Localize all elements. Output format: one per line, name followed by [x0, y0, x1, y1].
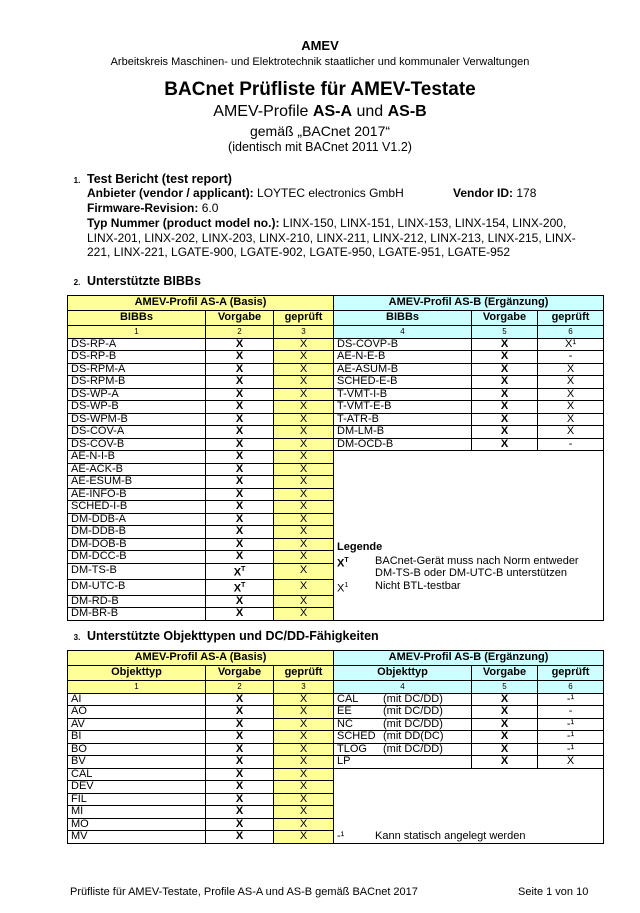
object-name-b-note: (mit DC/DD)	[383, 705, 443, 717]
bibbs-table-row	[68, 401, 604, 414]
bibb-vorgabe-b: X	[472, 438, 538, 451]
objects-table-row	[68, 756, 604, 769]
bibb-vorgabe-b: X	[472, 363, 538, 376]
objects-table-row	[68, 731, 604, 744]
firmware-value: 6.0	[201, 201, 219, 215]
object-name-a: DEV	[68, 781, 206, 794]
object-name-b-note: (mit DD(DC)	[383, 730, 444, 742]
bibbs-table-row	[68, 351, 604, 364]
legend-xt-line1: BACnet-Gerät muss nach Norm entweder	[375, 554, 579, 567]
bibb-vorgabe-a	[206, 595, 274, 608]
section1-title: Test Bericht (test report)	[87, 172, 232, 186]
profiles-prefix: AMEV-Profile	[213, 103, 313, 120]
object-vorgabe-b: X	[472, 693, 538, 706]
type-line-1	[87, 216, 597, 231]
bibb-vorgabe-a-value: X	[235, 400, 244, 412]
bibb-vorgabe-a-value: X	[235, 375, 244, 387]
legend-x1-text: Nicht BTL-testbar	[375, 579, 461, 592]
section3-heading	[67, 629, 379, 643]
profiles-and: und	[352, 103, 388, 120]
bibb-geprueft-a: X	[274, 338, 334, 351]
objects-legend	[334, 768, 604, 843]
bibb-vorgabe-a-value: X	[235, 513, 244, 525]
objects-profile-a-header: AMEV-Profil AS-A (Basis)	[68, 651, 334, 666]
object-vorgabe-b: X	[472, 706, 538, 719]
object-name-b-type: SCHED	[337, 730, 376, 742]
bibbs-profile-a-header: AMEV-Profil AS-A (Basis)	[68, 296, 334, 311]
bibbs-col-b-name: BIBBs	[334, 311, 472, 326]
bibb-vorgabe-a	[206, 476, 274, 489]
object-geprueft-a: X	[274, 831, 334, 844]
bibb-vorgabe-a	[206, 426, 274, 439]
bibbs-colnum: 4	[334, 326, 472, 339]
bibb-geprueft-a: X	[274, 563, 334, 579]
bibb-vorgabe-a-value: X	[235, 363, 244, 375]
type-line-2: LINX-201, LINX-202, LINX-203, LINX-210, LINX-211, LINX-212, LINX-213, LINX-215, LINX-	[87, 231, 576, 245]
bibb-geprueft-b: -	[538, 438, 604, 451]
bibb-name-a: DS-COV-B	[68, 438, 206, 451]
bibb-geprueft-a: X	[274, 426, 334, 439]
object-vorgabe-b: X	[472, 731, 538, 744]
object-geprueft-a: X	[274, 693, 334, 706]
object-vorgabe-a: X	[206, 781, 274, 794]
bibb-vorgabe-a-value: X	[235, 450, 244, 462]
bibbs-col-b-geprueft: geprüft	[538, 311, 604, 326]
bibb-vorgabe-a	[206, 526, 274, 539]
bibb-vorgabe-a-value: X	[235, 413, 244, 425]
bibb-geprueft-a: X	[274, 413, 334, 426]
bibb-name-a: AE-ACK-B	[68, 463, 206, 476]
bibbs-colnum: 1	[68, 326, 206, 339]
bibb-name-a: DS-RP-B	[68, 351, 206, 364]
object-geprueft-a: X	[274, 781, 334, 794]
object-geprueft-b: -	[538, 706, 604, 719]
object-name-a: BV	[68, 756, 206, 769]
vendor-id-line	[453, 186, 536, 201]
object-vorgabe-a: X	[206, 693, 274, 706]
bibb-geprueft-a: X	[274, 608, 334, 621]
bibb-vorgabe-a	[206, 579, 274, 595]
object-vorgabe-a: X	[206, 768, 274, 781]
object-name-b-note: (mit DC/DD)	[383, 743, 443, 755]
vendor-value: LOYTEC electronics GmbH	[257, 186, 404, 200]
objects-table-row	[68, 743, 604, 756]
bibb-vorgabe-a-value: X	[235, 488, 244, 500]
type-value-1: LINX-150, LINX-151, LINX-153, LINX-154, LINX-200,	[282, 216, 567, 230]
bibbs-table-row	[68, 451, 604, 464]
bibb-name-a: DM-RD-B	[68, 595, 206, 608]
bibb-name-b: DM-LM-B	[334, 426, 472, 439]
object-vorgabe-a: X	[206, 831, 274, 844]
bibb-vorgabe-a	[206, 388, 274, 401]
bibb-name-a: DS-COV-A	[68, 426, 206, 439]
objects-table-row	[68, 693, 604, 706]
bibb-name-a: DM-BR-B	[68, 608, 206, 621]
vendor-id-label: Vendor ID:	[453, 186, 514, 200]
bibb-vorgabe-a-value: X	[235, 475, 244, 487]
bibb-vorgabe-a	[206, 401, 274, 414]
bibb-geprueft-b: X	[538, 363, 604, 376]
object-vorgabe-b: X	[472, 718, 538, 731]
object-name-b-type: LP	[337, 755, 351, 767]
object-geprueft-a: X	[274, 768, 334, 781]
bibb-name-a: DS-RP-A	[68, 338, 206, 351]
bibbs-col-a-name: BIBBs	[68, 311, 206, 326]
section1-heading	[67, 172, 232, 186]
bibb-name-a: DS-WP-A	[68, 388, 206, 401]
object-name-a: CAL	[68, 768, 206, 781]
object-name-b-type: NC	[337, 718, 353, 730]
bibbs-table-row	[68, 426, 604, 439]
object-name-a: MV	[68, 831, 206, 844]
object-vorgabe-a: X	[206, 793, 274, 806]
profiles-line	[0, 103, 640, 121]
bibbs-table	[67, 295, 604, 621]
object-geprueft-b: X	[538, 756, 604, 769]
profile-a-label: AS-A	[312, 103, 352, 120]
bibb-vorgabe-a	[206, 438, 274, 451]
bibb-vorgabe-b: X	[472, 376, 538, 389]
bibb-vorgabe-a	[206, 608, 274, 621]
bibb-vorgabe-a	[206, 563, 274, 579]
bibb-vorgabe-a-value: X	[235, 350, 244, 362]
bibb-name-a: DM-DDB-A	[68, 513, 206, 526]
document-title: BACnet Prüfliste für AMEV-Testate	[164, 79, 476, 100]
bibb-name-b: DM-OCD-B	[334, 438, 472, 451]
objects-colnum: 3	[274, 681, 334, 694]
object-name-b-note: (mit DC/DD)	[383, 693, 443, 705]
objects-colnum: 6	[538, 681, 604, 694]
bibb-geprueft-a: X	[274, 476, 334, 489]
bibbs-table-row	[68, 438, 604, 451]
object-vorgabe-a: X	[206, 756, 274, 769]
bibb-vorgabe-a	[206, 363, 274, 376]
bibb-name-a: AE-INFO-B	[68, 488, 206, 501]
bibb-geprueft-a: X	[274, 351, 334, 364]
object-name-b	[334, 718, 472, 731]
object-name-b	[334, 731, 472, 744]
bibbs-colnum: 6	[538, 326, 604, 339]
footer-left: Prüfliste für AMEV-Testate, Profile AS-A und AS-B gemäß BACnet 2017	[70, 886, 418, 898]
object-name-b-type: CAL	[337, 693, 359, 705]
bibb-vorgabe-b: X	[472, 338, 538, 351]
bibb-vorgabe-b: X	[472, 413, 538, 426]
bibb-vorgabe-a	[206, 463, 274, 476]
object-geprueft-b: -¹	[538, 743, 604, 756]
legend-xt-x: X	[337, 557, 345, 570]
bibbs-legend	[334, 451, 604, 621]
bibb-name-a: DM-DCC-B	[68, 551, 206, 564]
firmware-line	[87, 201, 218, 216]
bibb-name-a: DM-TS-B	[68, 563, 206, 579]
object-name-a: BO	[68, 743, 206, 756]
bibb-name-a: DM-DOB-B	[68, 538, 206, 551]
objects-profile-b-header: AMEV-Profil AS-B (Ergänzung)	[334, 651, 604, 666]
bibb-geprueft-a: X	[274, 401, 334, 414]
object-name-b-type: EE	[337, 705, 352, 717]
object-name-b	[334, 693, 472, 706]
bibbs-table-row	[68, 363, 604, 376]
bibb-vorgabe-a	[206, 338, 274, 351]
bibb-name-a: SCHED-I-B	[68, 501, 206, 514]
object-name-a: FIL	[68, 793, 206, 806]
bibb-vorgabe-a-value: X	[235, 538, 244, 550]
bibb-geprueft-a: X	[274, 526, 334, 539]
object-geprueft-a: X	[274, 818, 334, 831]
bibb-vorgabe-a-value: X	[233, 566, 242, 579]
org-fullname: Arbeitskreis Maschinen- und Elektrotechnik staatlicher und kommunaler Verwaltungen	[110, 56, 530, 68]
section3-number: 3.	[73, 633, 81, 642]
bibb-name-a: AE-N-I-B	[68, 451, 206, 464]
bibb-geprueft-b: X	[538, 426, 604, 439]
objects-colnum: 1	[68, 681, 206, 694]
bibbs-colnum: 2	[206, 326, 274, 339]
object-name-b	[334, 756, 472, 769]
objects-col-b-vorgabe: Vorgabe	[472, 666, 538, 681]
object-name-a: BI	[68, 731, 206, 744]
bibb-geprueft-a: X	[274, 451, 334, 464]
bibb-name-a: DS-RPM-A	[68, 363, 206, 376]
legend-x1-x: X	[337, 582, 345, 595]
objects-col-a-name: Objekttyp	[68, 666, 206, 681]
section2-title: Unterstützte BIBBs	[87, 274, 201, 288]
legend-xt-sup: T	[344, 556, 349, 564]
bibb-vorgabe-a	[206, 451, 274, 464]
objects-col-b-name: Objekttyp	[334, 666, 472, 681]
bibb-name-b: SCHED-E-B	[334, 376, 472, 389]
bibbs-col-a-geprueft: geprüft	[274, 311, 334, 326]
object-geprueft-b: -¹	[538, 718, 604, 731]
bibbs-table-row	[68, 338, 604, 351]
bibb-vorgabe-a	[206, 501, 274, 514]
legend-title: Legende	[337, 540, 383, 553]
objects-table	[67, 650, 604, 844]
bibb-vorgabe-a	[206, 413, 274, 426]
bibb-vorgabe-a	[206, 551, 274, 564]
type-label: Typ Nummer (product model no.):	[87, 216, 280, 230]
objects-colnum: 5	[472, 681, 538, 694]
object-vorgabe-a: X	[206, 818, 274, 831]
object-geprueft-a: X	[274, 756, 334, 769]
object-vorgabe-b: X	[472, 756, 538, 769]
bibb-name-b: T-VMT-E-B	[334, 401, 472, 414]
object-geprueft-b: -¹	[538, 693, 604, 706]
bibb-vorgabe-a-sup: T	[241, 581, 246, 589]
bibb-geprueft-a: X	[274, 463, 334, 476]
bibb-vorgabe-a	[206, 538, 274, 551]
objects-legend-symbol: -¹	[337, 830, 345, 842]
bibb-name-b: T-VMT-I-B	[334, 388, 472, 401]
objects-colnum: 2	[206, 681, 274, 694]
bibb-vorgabe-a	[206, 513, 274, 526]
identical-line: (identisch mit BACnet 2011 V1.2)	[228, 140, 412, 154]
bibb-geprueft-b: X	[538, 401, 604, 414]
bibb-geprueft-a: X	[274, 388, 334, 401]
bibb-geprueft-b: X	[538, 376, 604, 389]
object-name-b	[334, 706, 472, 719]
object-name-a: MI	[68, 806, 206, 819]
bibb-vorgabe-a-value: X	[235, 607, 244, 620]
bibbs-table-row	[68, 388, 604, 401]
object-geprueft-a: X	[274, 706, 334, 719]
legend-xt-symbol	[337, 555, 375, 580]
objects-table-row	[68, 706, 604, 719]
bibb-vorgabe-a-value: X	[235, 338, 244, 350]
bibb-name-a: DS-WP-B	[68, 401, 206, 414]
object-vorgabe-a: X	[206, 731, 274, 744]
objects-table-row	[68, 768, 604, 781]
object-vorgabe-b: X	[472, 743, 538, 756]
bibb-vorgabe-a-value: X	[233, 582, 242, 595]
vendor-label: Anbieter (vendor / applicant):	[87, 186, 254, 200]
object-vorgabe-a: X	[206, 743, 274, 756]
object-geprueft-a: X	[274, 793, 334, 806]
objects-table-row	[68, 718, 604, 731]
bibb-vorgabe-a-value: X	[235, 425, 244, 437]
bibb-name-b: AE-N-E-B	[334, 351, 472, 364]
section2-heading	[67, 274, 201, 288]
object-geprueft-a: X	[274, 806, 334, 819]
bibb-geprueft-a: X	[274, 538, 334, 551]
object-geprueft-b: -¹	[538, 731, 604, 744]
object-geprueft-a: X	[274, 718, 334, 731]
objects-col-b-geprueft: geprüft	[538, 666, 604, 681]
bibb-geprueft-b: -	[538, 351, 604, 364]
bibb-vorgabe-b: X	[472, 426, 538, 439]
bibb-geprueft-a: X	[274, 376, 334, 389]
bibb-vorgabe-a-value: X	[235, 438, 244, 450]
profile-b-label: AS-B	[387, 103, 427, 120]
legend-xt-line2: DM-TS-B oder DM-UTC-B unterstützen	[375, 567, 567, 579]
bibb-name-b: T-ATR-B	[334, 413, 472, 426]
bibb-geprueft-a: X	[274, 579, 334, 595]
objects-colnum: 4	[334, 681, 472, 694]
bibb-geprueft-a: X	[274, 501, 334, 514]
bibb-vorgabe-a	[206, 351, 274, 364]
footer-page-number: Seite 1 von 10	[518, 886, 589, 898]
firmware-label: Firmware-Revision:	[87, 201, 199, 215]
bibb-vorgabe-b: X	[472, 351, 538, 364]
bibbs-col-a-vorgabe: Vorgabe	[206, 311, 274, 326]
object-vorgabe-a: X	[206, 706, 274, 719]
bibb-geprueft-a: X	[274, 363, 334, 376]
bibbs-col-b-vorgabe: Vorgabe	[472, 311, 538, 326]
bibb-geprueft-a: X	[274, 438, 334, 451]
bibb-vorgabe-a-value: X	[235, 463, 244, 475]
object-name-a: AO	[68, 706, 206, 719]
bibb-geprueft-a: X	[274, 551, 334, 564]
bibb-name-a: AE-ESUM-B	[68, 476, 206, 489]
bibb-geprueft-a: X	[274, 488, 334, 501]
bibb-geprueft-b: X¹	[538, 338, 604, 351]
bibbs-colnum: 5	[472, 326, 538, 339]
bibb-vorgabe-a-sup: T	[241, 565, 246, 573]
type-line-3: 221, LINX-221, LGATE-900, LGATE-902, LGATE-950, LGATE-951, LGATE-952	[87, 245, 511, 259]
object-vorgabe-a: X	[206, 718, 274, 731]
bibb-vorgabe-a-value: X	[235, 550, 244, 562]
bibb-geprueft-a: X	[274, 595, 334, 608]
bibb-name-b: AE-ASUM-B	[334, 363, 472, 376]
section1-number: 1.	[73, 176, 81, 185]
bibb-vorgabe-a	[206, 488, 274, 501]
object-name-a: AI	[68, 693, 206, 706]
bibbs-table-row	[68, 376, 604, 389]
object-geprueft-a: X	[274, 731, 334, 744]
object-name-b	[334, 743, 472, 756]
object-name-b-type: TLOG	[337, 743, 367, 755]
object-name-b-note: (mit DC/DD)	[383, 718, 443, 730]
org-name: AMEV	[301, 38, 339, 53]
objects-col-a-geprueft: geprüft	[274, 666, 334, 681]
bibb-vorgabe-a-value: X	[235, 500, 244, 512]
legend-x1-symbol	[337, 580, 375, 595]
vendor-id-value: 178	[516, 186, 537, 200]
bibb-name-a: DM-DDB-B	[68, 526, 206, 539]
bibb-vorgabe-b: X	[472, 401, 538, 414]
bibb-geprueft-b: X	[538, 413, 604, 426]
bibb-vorgabe-b: X	[472, 388, 538, 401]
section2-number: 2.	[73, 278, 81, 287]
bibb-vorgabe-a-value: X	[235, 388, 244, 400]
objects-legend-text: Kann statisch angelegt werden	[375, 830, 526, 842]
bibb-geprueft-a: X	[274, 513, 334, 526]
section3-title: Unterstützte Objekttypen und DC/DD-Fähigkeiten	[87, 629, 379, 643]
bibbs-table-row	[68, 413, 604, 426]
bibbs-colnum: 3	[274, 326, 334, 339]
bibb-vorgabe-a-value: X	[235, 595, 244, 607]
legend-x1-sup: 1	[344, 581, 349, 589]
bibb-name-a: DS-RPM-B	[68, 376, 206, 389]
bibbs-profile-b-header: AMEV-Profil AS-B (Ergänzung)	[334, 296, 604, 311]
bibb-name-a: DS-WPM-B	[68, 413, 206, 426]
vendor-line	[87, 186, 404, 201]
object-name-a: AV	[68, 718, 206, 731]
bibb-name-b: DS-COVP-B	[334, 338, 472, 351]
object-geprueft-a: X	[274, 743, 334, 756]
object-vorgabe-a: X	[206, 806, 274, 819]
bibb-vorgabe-a-value: X	[235, 525, 244, 537]
bibb-geprueft-b: X	[538, 388, 604, 401]
standard-line: gemäß „BACnet 2017“	[249, 123, 391, 139]
object-name-a: MO	[68, 818, 206, 831]
bibb-name-a: DM-UTC-B	[68, 579, 206, 595]
objects-col-a-vorgabe: Vorgabe	[206, 666, 274, 681]
bibb-vorgabe-a	[206, 376, 274, 389]
